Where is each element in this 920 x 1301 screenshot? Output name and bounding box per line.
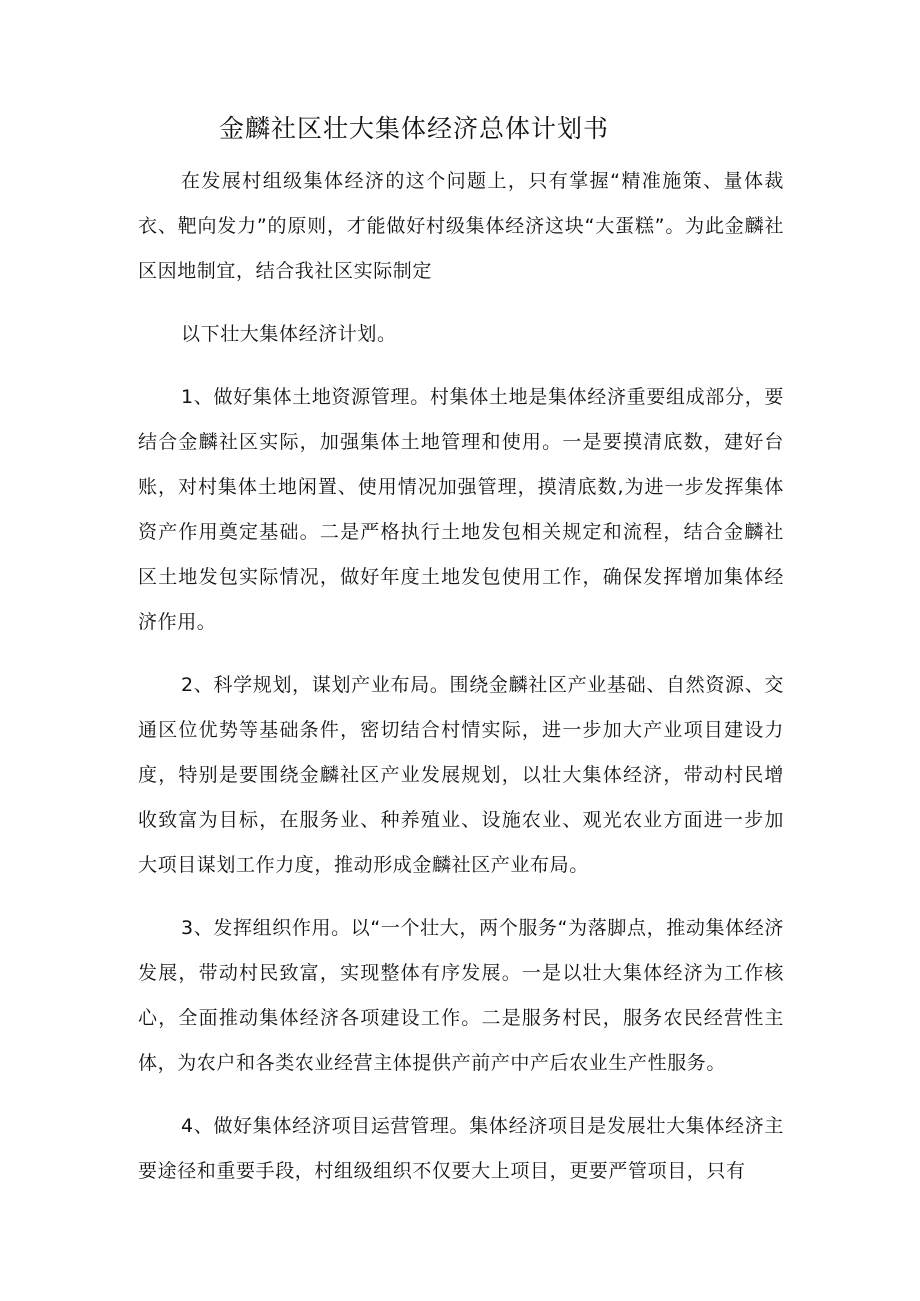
document-body bbox=[138, 159, 784, 1194]
document-title: 金麟社区壮大集体经济总体计划书 bbox=[219, 114, 610, 143]
paragraph-intro: 在发展村组级集体经济的这个问题上，只有掌握“精准施策、量体裁衣、靶向发力”的原则，才能做好村级集体经济这块“大蛋糕”。为此金麟社区因地制宜，结合我社区实际制定 bbox=[138, 170, 784, 282]
paragraph-item-4: 4、做好集体经济项目运营管理。集体经济项目是发展壮大集体经济主要途径和重要手段，村组级组织不仅要大上项目，更要严管项目，只有 bbox=[138, 1115, 784, 1182]
paragraph-item-1: 1、做好集体土地资源管理。村集体土地是集体经济重要组成部分，要结合金麟社区实际，加强集体土地管理和使用。一是要摸清底数，建好台账，对村集体土地闲置、使用情况加强管理，摸清底数,为进一步发挥集体资产作用奠定基础。二是严格执行土地发包相关规定和流程，结合金麟社区土地发包实际情况，做好年度土地发包使用工作，确保发挥增加集体经济作用。 bbox=[138, 386, 784, 633]
paragraph-item-3: 3、发挥组织作用。以“一个壮大，两个服务“为落脚点，推动集体经济发展，带动村民致富，实现整体有序发展。一是以壮大集体经济为工作核心，全面推动集体经济各项建设工作。二是服务村民，服务农民经营性主体，为农户和各类农业经营主体提供产前产中产后农业生产性服务。 bbox=[138, 917, 784, 1074]
paragraph-intro-continued: 以下壮大集体经济计划。 bbox=[181, 323, 397, 345]
paragraph-item-2: 2、科学规划，谋划产业布局。围绕金麟社区产业基础、自然资源、交通区位优势等基础条件，密切结合村情实际，进一步加大产业项目建设力度，特别是要围绕金麟社区产业发展规划，以壮大集体经济，带动村民增收致富为目标，在服务业、种养殖业、设施农业、观光农业方面进一步加大项目谋划工作力度，推动形成金麟社区产业布局。 bbox=[138, 674, 784, 876]
